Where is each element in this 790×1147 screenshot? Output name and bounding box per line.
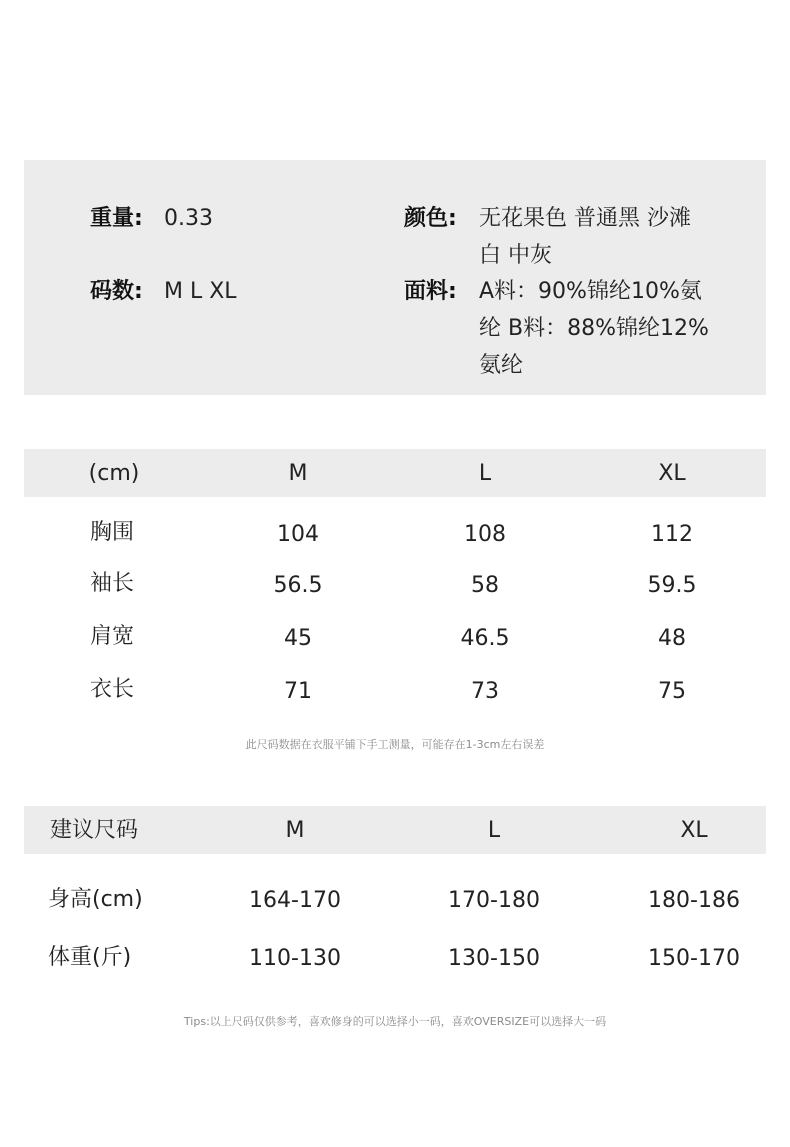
table-cell: 59.5	[647, 573, 697, 598]
table-cell: 46.5	[460, 626, 510, 651]
table-cell: 75	[658, 679, 686, 704]
table-cell: 180-186	[648, 888, 740, 913]
table-cell: 150-170	[648, 946, 740, 971]
header-size-l: L	[487, 818, 501, 843]
table-cell: 73	[471, 679, 499, 704]
table-cell: 71	[284, 679, 312, 704]
measurement-table-header	[24, 449, 766, 497]
table-cell: 164-170	[249, 888, 341, 913]
size-label: 码数:	[90, 279, 143, 304]
table-cell: 104	[277, 522, 319, 547]
table-cell: 56.5	[273, 573, 323, 598]
header-size-m: M	[288, 461, 308, 486]
header-unit: (cm)	[88, 461, 140, 486]
header-size-l: L	[478, 461, 492, 486]
row-label-length: 衣长	[90, 677, 135, 702]
color-label: 颜色:	[404, 206, 457, 231]
table-cell: 130-150	[448, 946, 540, 971]
suggestion-table-header	[24, 806, 766, 854]
table-cell: 170-180	[448, 888, 540, 913]
fabric-label: 面料:	[404, 279, 457, 304]
measurement-note: 此尺码数据在衣服平铺下手工测量，可能存在1-3cm左右误差	[245, 738, 545, 751]
table-cell: 45	[284, 626, 312, 651]
header-size-xl: XL	[658, 461, 686, 486]
row-label-shoulder: 肩宽	[90, 624, 135, 649]
row-label-weight: 体重(斤)	[48, 945, 132, 970]
header-size-xl: XL	[680, 818, 708, 843]
color-value: 无花果色 普通黑 沙滩白 中灰	[479, 206, 691, 268]
table-cell: 58	[471, 573, 499, 598]
row-label-sleeve: 袖长	[90, 571, 135, 596]
size-tips-note: Tips:以上尺码仅供参考，喜欢修身的可以选择小一码，喜欢OVERSIZE可以选择大一码	[183, 1015, 607, 1028]
row-label-height: 身高(cm)	[48, 887, 143, 912]
table-cell: 108	[464, 522, 506, 547]
header-suggest-size: 建议尺码	[50, 818, 139, 843]
table-cell: 48	[658, 626, 686, 651]
size-value: M L XL	[164, 279, 237, 304]
fabric-value: A料：90%锦纶10%氨纶 B料：88%锦纶12%氨纶	[479, 279, 709, 378]
row-label-chest: 胸围	[90, 520, 135, 545]
table-cell: 112	[651, 522, 693, 547]
product-info-panel	[24, 160, 766, 395]
weight-value: 0.33	[164, 206, 213, 231]
weight-label: 重量:	[90, 206, 143, 231]
header-size-m: M	[285, 818, 305, 843]
table-cell: 110-130	[249, 946, 341, 971]
